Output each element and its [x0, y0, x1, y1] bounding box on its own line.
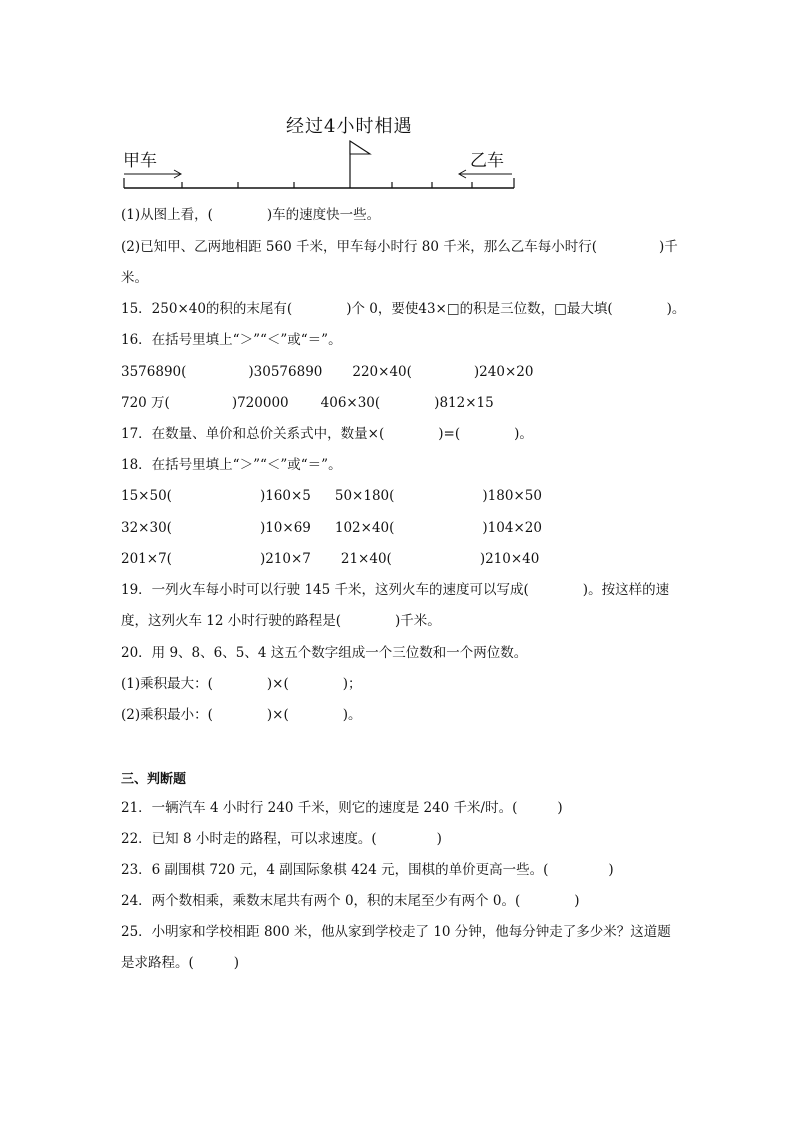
q16-row2: 720 万( )720000 406×30( )812×15 [121, 395, 494, 411]
q18-row1: 15×50( )160×5 50×180( )180×50 [121, 488, 542, 504]
q20-1: (1)乘积最大：( )×( )； [121, 676, 362, 692]
q24: 24．两个数相乘，乘数末尾共有两个 0，积的末尾至少有两个 0。( ) [121, 893, 580, 909]
car-a-label: 甲车 [123, 151, 157, 171]
q20-2: (2)乘积最小：( )×( )。 [121, 707, 362, 723]
q18-row3: 201×7( )210×7 21×40( )210×40 [121, 551, 540, 567]
q14-2: (2)已知甲、乙两地相距 560 千米，甲车每小时行 80 千米，那么乙车每小时行( )千 [121, 239, 678, 255]
q25: 25．小明家和学校相距 800 米，他从家到学校走了 10 分钟，他每分钟走了多少米？这道题 [121, 924, 671, 940]
car-b-label: 乙车 [470, 151, 504, 171]
q16: 16．在括号里填上“＞”“＜”或“＝”。 [121, 332, 342, 348]
q16-row1: 3576890( )30576890 220×40( )240×20 [121, 364, 534, 380]
q25-cont: 是求路程。( ) [121, 955, 240, 971]
diagram-title: 经过4小时相遇 [286, 116, 413, 137]
section-3-heading: 三、判断题 [121, 772, 187, 787]
q15: 15．250×40的积的末尾有( )个 0，要使43×□的积是三位数，□最大填( )。 [121, 301, 686, 317]
q18-row2: 32×30( )10×69 102×40( )104×20 [121, 520, 542, 536]
q19: 19．一列火车每小时可以行驶 145 千米，这列火车的速度可以写成( )。按这样的速 [121, 582, 670, 598]
flag-icon [350, 141, 370, 154]
q21: 21．一辆汽车 4 小时行 240 千米，则它的速度是 240 千米/时。( ) [121, 800, 563, 816]
q18: 18．在括号里填上“＞”“＜”或“＝”。 [121, 457, 342, 473]
meeting-diagram [118, 108, 528, 194]
q23: 23．6 副围棋 720 元，4 副国际象棋 424 元，围棋的单价更高一些。( ) [121, 862, 614, 878]
q22: 22．已知 8 小时走的路程，可以求速度。( ) [121, 831, 442, 847]
q19-cont: 度，这列火车 12 小时行驶的路程是( )千米。 [121, 613, 441, 629]
q14-2-cont: 米。 [121, 270, 148, 286]
q20: 20．用 9、8、6、5、4 这五个数字组成一个三位数和一个两位数。 [121, 645, 528, 661]
number-line [118, 108, 528, 194]
q14-1: (1)从图上看，( )车的速度快一些。 [121, 207, 381, 223]
q17: 17．在数量、单价和总价关系式中，数量×( )=( )。 [121, 426, 533, 442]
